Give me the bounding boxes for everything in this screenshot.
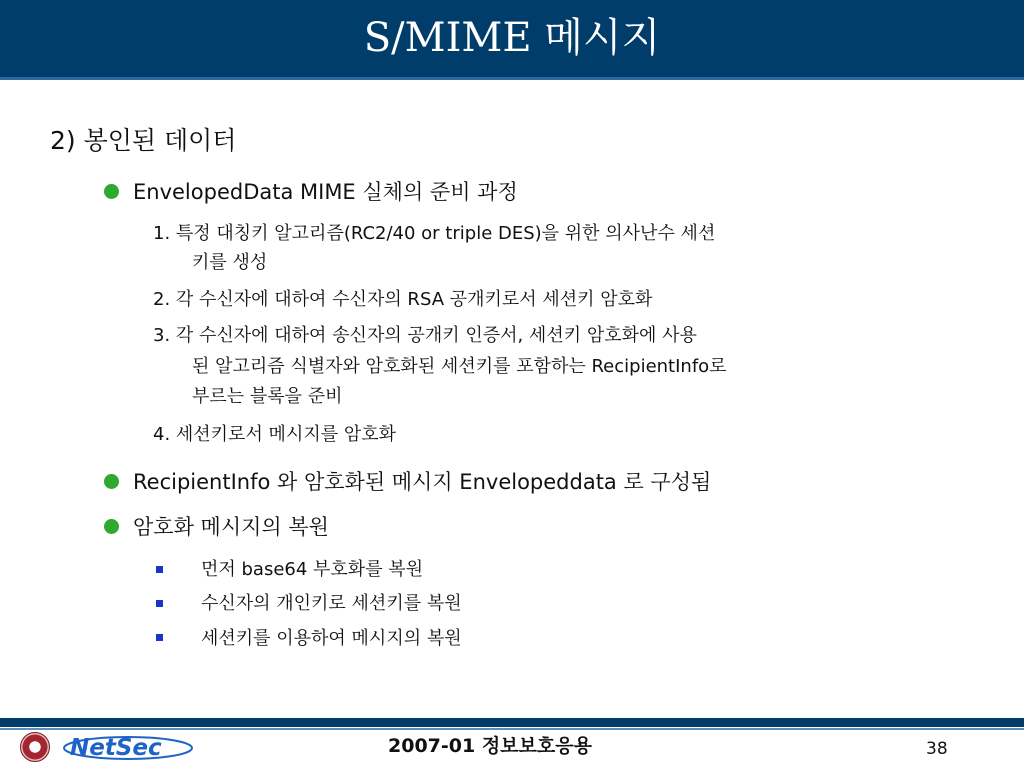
footer-course-title: 2007-01 정보보호응용 xyxy=(388,735,592,757)
step-line: 부르는 블록을 준비 xyxy=(192,386,343,407)
step-line: 2. 각 수신자에 대하여 수신자의 RSA 공개키로서 세션키 암호화 xyxy=(153,289,653,310)
square-bullet-icon xyxy=(156,634,163,641)
bullet-icon xyxy=(104,184,119,199)
sub-item: 수신자의 개인키로 세션키를 복원 xyxy=(201,593,462,614)
bullet-icon xyxy=(104,519,119,534)
footer-divider xyxy=(0,718,1024,727)
step-line: 4. 세션키로서 메시지를 암호화 xyxy=(153,424,396,445)
square-bullet-icon xyxy=(156,600,163,607)
slide-title: S/MIME 메시지 xyxy=(363,15,661,61)
step-line: 3. 각 수신자에 대하여 송신자의 공개키 인증서, 세션키 암호화에 사용 xyxy=(153,325,697,346)
bullet-icon xyxy=(104,474,119,489)
sub-item: 먼저 base64 부호화를 복원 xyxy=(201,559,424,580)
step-line: 된 알고리즘 식별자와 암호화된 세션키를 포함하는 RecipientInfo로 xyxy=(192,356,727,377)
bullet-text: RecipientInfo 와 암호화된 메시지 Envelopeddata 로 구성됨 xyxy=(133,470,712,494)
step-line: 1. 특정 대칭키 알고리즘(RC2/40 or triple DES)을 위한 의사난수 세션 xyxy=(153,223,716,244)
netsec-logo xyxy=(62,734,197,762)
bullet-text: EnvelopedData MIME 실체의 준비 과정 xyxy=(133,180,518,204)
step-line: 키를 생성 xyxy=(192,252,268,273)
square-bullet-icon xyxy=(156,566,163,573)
university-seal-icon xyxy=(20,732,50,762)
netsec-logo-text: NetSec xyxy=(70,735,162,761)
bullet-text: 암호화 메시지의 복원 xyxy=(133,515,329,539)
footer-divider-accent xyxy=(0,728,1024,730)
page-number: 38 xyxy=(926,739,948,759)
sub-item: 세션키를 이용하여 메시지의 복원 xyxy=(201,628,462,649)
section-heading: 2) 봉인된 데이터 xyxy=(50,126,237,155)
